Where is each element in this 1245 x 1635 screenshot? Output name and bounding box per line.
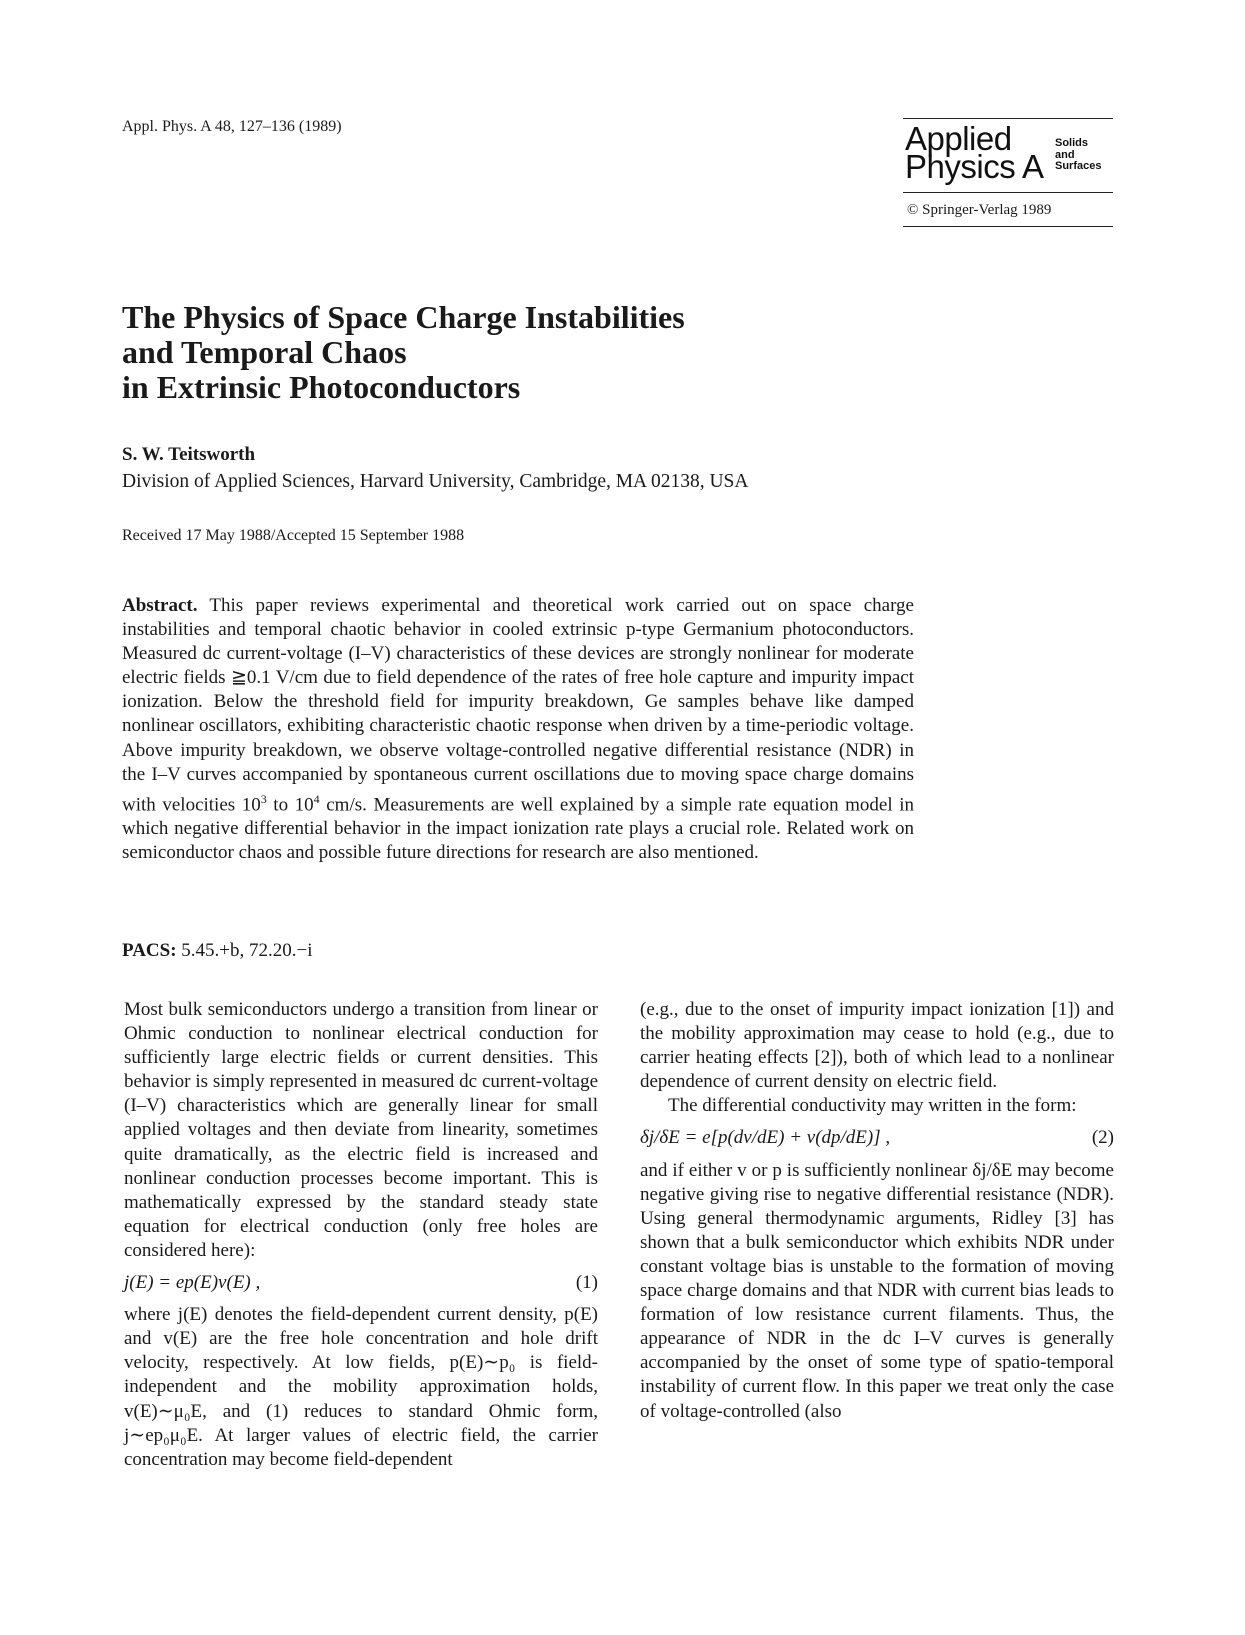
- equation-1-number: (1): [575, 1272, 598, 1294]
- journal-citation: Appl. Phys. A 48, 127–136 (1989): [122, 118, 342, 135]
- body-left-column: [124, 998, 598, 1472]
- paper-title: [122, 300, 922, 405]
- equation-1: [124, 1271, 598, 1295]
- right-paragraph-2: The differential conductivity may written in the form:: [668, 1095, 1077, 1117]
- logo-surfaces: Surfaces: [1055, 160, 1102, 172]
- logo-applied: Applied: [905, 120, 1012, 157]
- equation-2-number: (2): [1091, 1127, 1114, 1149]
- title-line-3: in Extrinsic Photoconductors: [122, 369, 521, 405]
- abstract-exp-1: 3: [260, 791, 267, 806]
- right-paragraph-3: and if either v or p is sufficiently nonlinear δj/δE may become negative giving rise to negative differential resistance (NDR). Using general thermodynamic arguments, Ridley [3] has shown that a bulk semiconductor which exhibits NDR under constant voltage bias is unstable to the formation of moving space charge domains and that NDR with current bias leads to formation of low resistance current filaments. Thus, the appearance of NDR in the dc I–V curves is generally accompanied by the onset of some type of spatio-temporal instability of current flow. In this paper we treat only the case of voltage-controlled (also: [640, 1159, 1114, 1422]
- left-paragraph-2: where j(E) denotes the field-dependent current density, p(E) and v(E) are the free hole concentration and hole drift velocity, respectively. At low fields, p(E)∼p₀ is field-independent and the mobility approximation holds, v(E)∼μ₀E, and (1) reduces to standard Ohmic form, j∼ep₀μ₀E. At larger values of electric field, the carrier concentration may become field-dependent: [124, 1304, 598, 1470]
- abstract: [122, 594, 914, 865]
- logo-and: and: [1055, 149, 1075, 161]
- journal-logo: [903, 118, 1113, 218]
- pacs-codes: [122, 940, 313, 962]
- abstract-text-a: This paper reviews experimental and theoretical work carried out on space charge instabilities and temporal chaotic behavior in cooled extrinsic p-type Germanium photoconductors. Measured dc current-voltage (I–V) characteristics of these devices are strongly nonlinear for moderate electric fields ≧0.1 V/cm due to field dependence of the rates of free hole capture and impurity impact ionization. Below the threshold field for impurity breakdown, Ge samples behave like damped nonlinear oscillators, exhibiting characteristic chaotic response when driven by a time-periodic voltage. Above impurity breakdown, we observe voltage-controlled negative differential resistance (NDR) in the I–V curves accompanied by spontaneous current oscillations due to moving space charge domains with velocities 10: [122, 595, 914, 816]
- abstract-exp-2: 4: [313, 791, 320, 806]
- abstract-label: Abstract.: [122, 595, 198, 616]
- abstract-text-c: cm/s. Measurements are well explained by a simple rate equation model in which negative differential behavior in the impact ionization rate plays a crucial role. Related work on semiconductor chaos and possible future directions for research are also mentioned.: [122, 794, 914, 864]
- logo-top-rule: [903, 118, 1113, 119]
- logo-mid-rule: [903, 192, 1113, 193]
- pacs-label: PACS:: [122, 940, 177, 961]
- equation-2: [640, 1126, 1114, 1150]
- author-affiliation: Division of Applied Sciences, Harvard University, Cambridge, MA 02138, USA: [122, 471, 749, 492]
- right-paragraph-1: (e.g., due to the onset of impurity impact ionization [1]) and the mobility approximation may cease to hold (e.g., due to carrier heating effects [2]), both of which lead to a nonlinear dependence of current density on electric field.: [640, 999, 1114, 1093]
- title-line-2: and Temporal Chaos: [122, 334, 407, 370]
- body-right-column: [640, 998, 1114, 1424]
- received-dates: Received 17 May 1988/Accepted 15 September 1988: [122, 527, 465, 544]
- title-line-1: The Physics of Space Charge Instabilities: [122, 299, 685, 335]
- logo-bottom-rule: [903, 226, 1113, 227]
- equation-1-body: j(E) = ep(E)v(E) ,: [124, 1272, 261, 1294]
- abstract-text-b: to 10: [266, 794, 314, 816]
- logo-solids: Solids: [1055, 137, 1089, 149]
- left-paragraph-1: Most bulk semiconductors undergo a transition from linear or Ohmic conduction to nonlinear electrical conduction for sufficiently large electric fields or current densities. This behavior is simply represented in measured dc current-voltage (I–V) characteristics which are generally linear for small applied voltages and then deviate from linearity, sometimes quite dramatically, as the electric field is increased and nonlinear conduction processes become important. This is mathematically expressed by the standard steady state equation for electrical conduction (only free holes are considered here):: [124, 999, 598, 1261]
- pacs-value: 5.45.+b, 72.20.−i: [176, 940, 313, 961]
- equation-2-body: δj/δE = e[p(dv/dE) + v(dp/dE)] ,: [640, 1127, 891, 1149]
- logo-physics-a: Physics A: [905, 148, 1044, 185]
- author-name: S. W. Teitsworth: [122, 444, 256, 465]
- copyright-notice: © Springer-Verlag 1989: [907, 202, 1052, 218]
